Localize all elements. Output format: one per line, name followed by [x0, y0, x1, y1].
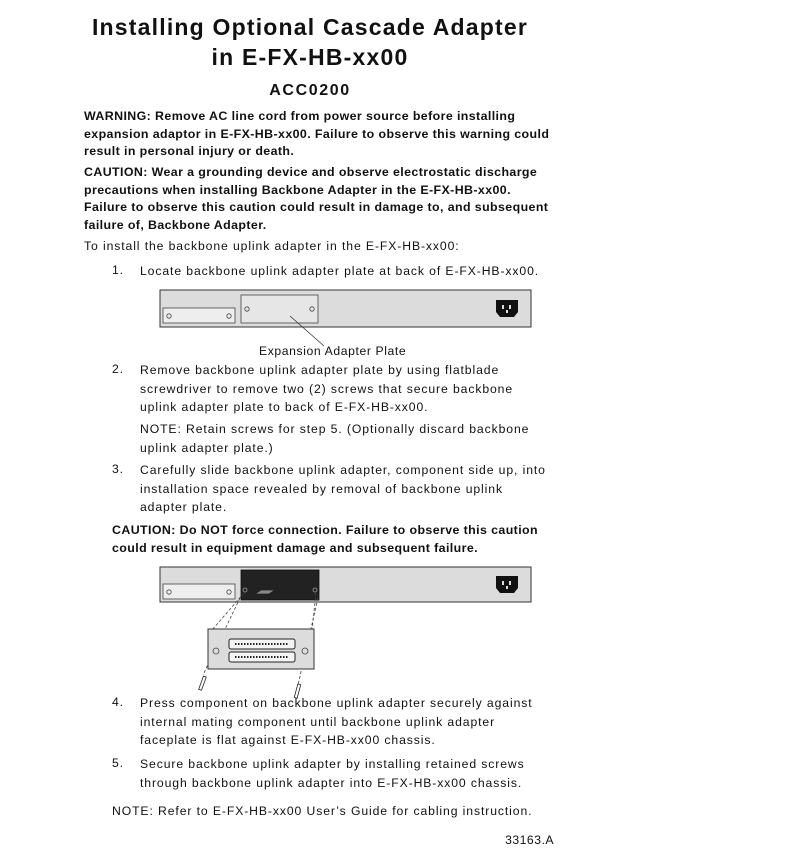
caution-text: CAUTION: Wear a grounding device and observe electrostatic discharge precautions when installing Backbone Adapter in the E-FX-HB-xx00. Failure to observe this caution could result in damage to, and subsequent failure of, Backbone Adapter.	[84, 165, 549, 232]
step-1-text: Locate backbone uplink adapter plate at back of E-FX-HB-xx00.	[140, 264, 540, 278]
page-title-line1: Installing Optional Cascade Adapter	[91, 14, 529, 40]
page-title-line2: in E-FX-HB-xx00	[211, 44, 409, 70]
final-note: NOTE: Refer to E-FX-HB-xx00 User’s Guide for cabling instruction.	[112, 804, 533, 818]
step-2-text: Remove backbone uplink adapter plate by using flatblade screwdriver to remove two (2) screws that secure backbone uplink adapter plate to back of E-FX-HB-xx00.	[140, 363, 514, 414]
figure-1-label: Expansion Adapter Plate	[259, 344, 407, 358]
step-4-number: 4.	[112, 695, 124, 709]
step-4-text: Press component on backbone uplink adapter securely against internal mating component until backbone uplink adapter faceplate is flat against E-FX-HB-xx00 chassis.	[140, 696, 533, 747]
step-5-text: Secure backbone uplink adapter by installing retained screws through backbone uplink adapter into E-FX-HB-xx00 chassis.	[140, 757, 525, 790]
warning-text: WARNING: Remove AC line cord from power source before installing expansion adaptor in E-FX-HB-xx00. Failure to observe this warning could result in personal injury or death.	[84, 109, 550, 158]
step-3-text: Carefully slide backbone uplink adapter, component side up, into installation space revealed by removal of backbone uplink adapter plate.	[140, 463, 546, 514]
step-3-number: 3.	[112, 462, 124, 476]
part-number: ACC0200	[269, 82, 351, 99]
step-2-note: NOTE: Retain screws for step 5. (Optionally discard backbone uplink adapter plate.)	[140, 422, 530, 455]
caution-force-text: CAUTION: Do NOT force connection. Failure to observe this caution could result in equipment damage and subsequent failure.	[112, 523, 538, 555]
step-1-number: 1.	[112, 263, 124, 277]
step-2-number: 2.	[112, 362, 124, 376]
intro-text: To install the backbone uplink adapter in the E-FX-HB-xx00:	[84, 239, 460, 253]
step-5-number: 5.	[112, 756, 124, 770]
document-id: 33163.A	[505, 833, 554, 847]
